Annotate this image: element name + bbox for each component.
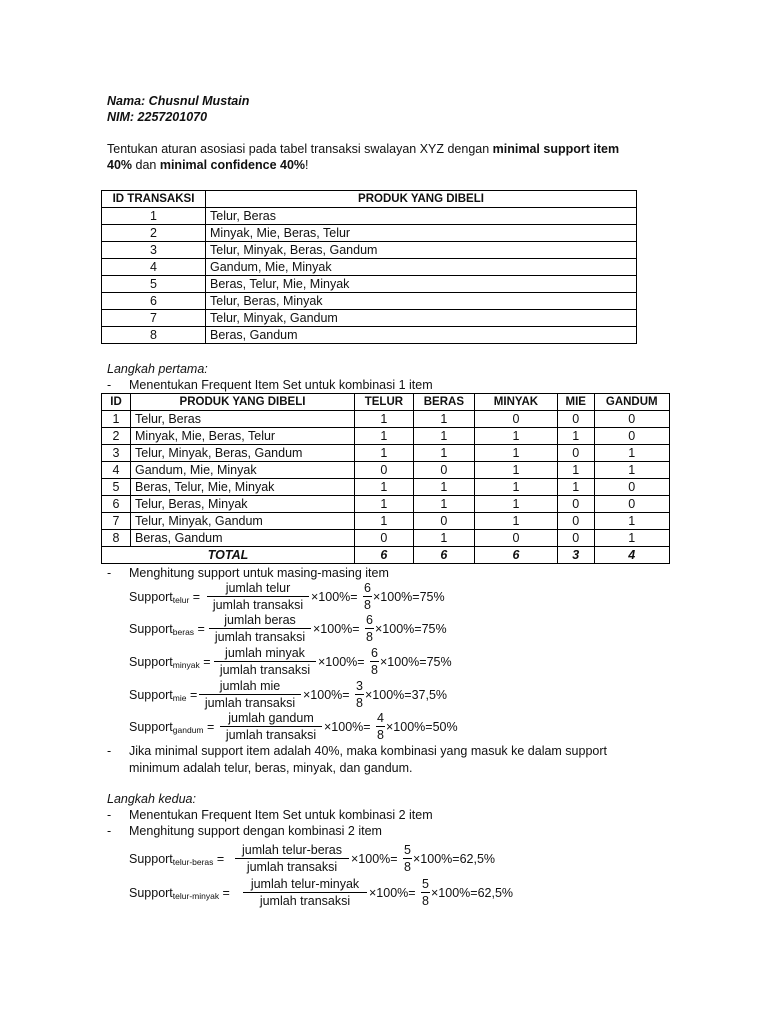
table-row [102,428,670,445]
formula-fraction: jumlah gandum jumlah transaksi [220,711,322,743]
table-header-row [102,394,670,411]
column-header: MIE [557,394,594,411]
products-cell: Minyak, Mie, Beras, Telur [131,428,355,445]
products-cell: Beras, Gandum [131,530,355,547]
item-matrix-table [101,393,670,564]
formula-lhs: Support$_{mie}$ = [129,688,198,703]
transaction-table [101,190,637,344]
value-fraction: $\frac{6}{8}$ [366,613,373,644]
item-flag-cell: 1 [355,513,414,530]
table-row [102,310,637,327]
task-statement-line1: Tentukan aturan asosiasi pada tabel transaksi swalayan XYZ dengan minimal support item [107,142,620,156]
formula-lhs: Support$_{telur-minyak}$ = [129,886,230,901]
value-fraction: $\frac{5}{8}$ [404,843,411,874]
column-header: ID TRANSAKSI [102,191,206,208]
table-row [102,530,670,547]
transaction-id-cell: 3 [102,242,206,259]
item-flag-cell: 1 [557,428,594,445]
value-fraction: $\frac{6}{8}$ [364,581,371,612]
item-flag-cell: 1 [594,462,669,479]
item-flag-cell: 1 [474,479,557,496]
item-flag-cell: 0 [413,513,474,530]
item-flag-cell: 1 [413,411,474,428]
table-row [102,496,670,513]
item-flag-cell: 1 [413,479,474,496]
products-cell: Gandum, Mie, Minyak [131,462,355,479]
item-flag-cell: 1 [474,513,557,530]
column-header: PRODUK YANG DIBELI [206,191,637,208]
id-cell: 4 [102,462,131,479]
id-cell: 2 [102,428,131,445]
item-flag-cell: 0 [594,411,669,428]
transaction-id-cell: 7 [102,310,206,327]
table-row [102,462,670,479]
item-flag-cell: 1 [355,428,414,445]
item-flag-cell: 0 [594,496,669,513]
item-flag-cell: 1 [594,445,669,462]
formula-lhs: Support$_{gandum}$ = [129,720,215,735]
column-header: GANDUM [594,394,669,411]
products-cell: Telur, Beras [131,411,355,428]
table-row [102,479,670,496]
step1-title: Langkah pertama: [107,362,208,376]
id-cell: 6 [102,496,131,513]
item-flag-cell: 0 [557,513,594,530]
id-cell: 3 [102,445,131,462]
total-cell: 6 [474,547,557,564]
item-flag-cell: 1 [557,479,594,496]
item-flag-cell: 1 [413,496,474,513]
products-cell: Beras, Telur, Mie, Minyak [131,479,355,496]
item-flag-cell: 1 [355,479,414,496]
formula-lhs: Support$_{minyak}$ = [129,655,211,670]
student-name: Nama: Chusnul Mustain [107,94,250,108]
table-row [102,445,670,462]
item-flag-cell: 1 [355,496,414,513]
item-flag-cell: 1 [413,428,474,445]
formula-fraction: jumlah mie jumlah transaksi [199,679,301,711]
transaction-id-cell: 5 [102,276,206,293]
item-flag-cell: 1 [355,411,414,428]
transaction-id-cell: 2 [102,225,206,242]
id-cell: 7 [102,513,131,530]
products-cell: Telur, Minyak, Beras, Gandum [131,445,355,462]
item-flag-cell: 1 [413,530,474,547]
products-cell: Gandum, Mie, Minyak [206,259,637,276]
table-row [102,276,637,293]
total-row [102,547,670,564]
formula-fraction: jumlah telur-minyak jumlah transaksi [243,877,367,909]
formula-lhs: Support$_{telur-beras}$ = [129,852,225,867]
item-flag-cell: 0 [594,428,669,445]
item-flag-cell: 0 [557,445,594,462]
item-flag-cell: 1 [355,445,414,462]
table-row [102,242,637,259]
products-cell: Telur, Beras, Minyak [131,496,355,513]
products-cell: Telur, Minyak, Gandum [131,513,355,530]
task-statement-line2: 40% dan minimal confidence 40%! [107,158,309,172]
products-cell: Telur, Beras [206,208,637,225]
column-header: PRODUK YANG DIBELI [131,394,355,411]
item-flag-cell: 1 [474,496,557,513]
item-flag-cell: 1 [474,428,557,445]
item-flag-cell: 0 [557,411,594,428]
item-flag-cell: 1 [594,513,669,530]
item-flag-cell: 0 [557,530,594,547]
total-cell: 6 [413,547,474,564]
products-cell: Minyak, Mie, Beras, Telur [206,225,637,242]
item-flag-cell: 1 [413,445,474,462]
value-fraction: $\frac{5}{8}$ [422,877,429,908]
formula-lhs: Support$_{beras}$ = [129,622,205,637]
products-cell: Telur, Minyak, Gandum [206,310,637,327]
formula-lhs: Support$_{telur}$ = [129,590,201,605]
column-header: MINYAK [474,394,557,411]
id-cell: 8 [102,530,131,547]
item-flag-cell: 1 [557,462,594,479]
value-fraction: $\frac{3}{8}$ [356,679,363,710]
item-flag-cell: 0 [355,462,414,479]
table-row [102,259,637,276]
formula-fraction: jumlah telur jumlah transaksi [207,581,309,613]
products-cell: Beras, Gandum [206,327,637,344]
item-flag-cell: 0 [413,462,474,479]
total-label: TOTAL [102,547,355,564]
transaction-id-cell: 1 [102,208,206,225]
transaction-id-cell: 4 [102,259,206,276]
formula-fraction: jumlah telur-beras jumlah transaksi [235,843,349,875]
column-header: ID [102,394,131,411]
table-row [102,225,637,242]
item-flag-cell: 0 [474,530,557,547]
step2-title: Langkah kedua: [107,792,196,806]
value-fraction: $\frac{6}{8}$ [371,646,378,677]
table-header-row [102,191,637,208]
total-cell: 6 [355,547,414,564]
item-flag-cell: 1 [594,530,669,547]
document-page: Nama: Chusnul Mustain NIM: 2257201070 Tentukan aturan asosiasi pada tabel transaksi swalayan XYZ dengan minimal support item 40% dan minimal confidence 40%! ID TRANSAKSI PRODUK YANG DIBELI 1 Telur, Beras 2 Minyak, Mie, Beras, Telur 3 Telur, Minyak, Beras, Gandum 4 Gandum, Mie, Minyak 5 Beras, Telur, Mie, Minyak 6 Telur, Beras, Minyak 7 Telur, Minyak, Gandum 8 Beras, Gandum Langkah pertama: - Menentukan Frequent Item Set untuk kombinasi 1 item ID PRODUK YANG DIBELI TELUR BERAS MINYAK MIE GANDUM 1 Telur, Beras 1 1 0 0 0 2 Minyak, Mie, Beras, Telur 1 1 1 1 0 3 Telur, Minyak, Beras, Gandum 1 1 1 0 1 4 Gandum, Mie, Minyak 0 0 1 1 1 5 Beras, Telur, Mie, Minyak 1 1 1 1 0 6 Telur, Beras, Minyak 1 1 1 0 0 7 Telur, Minyak, Gandum 1 0 1 0 1 8 Beras, Gandum 0 1 0 0 1 TOTAL 6 6 6 3 4 - Menghitung support untuk masing-masing item Support$_{telur}$ = jumlah telur jumlah transaksi ×100%= $\frac{6}{8}$ ×100%=75% Support$_{beras}$ = jumlah beras jumlah transaksi ×100%= $\frac{6}{8}$ ×100%=75% Support$_{minyak}$ = jumlah minyak jumlah transaksi ×100%= $\frac{6}{8}$ ×100%=75% Support$_{mie}$ = jumlah mie jumlah transaksi ×100%= $\frac{3}{8}$ ×100%=37,5% Support$_{gandum}$ = jumlah gandum jumlah transaksi ×100%= $\frac{4}{8}$ ×100%=50% - Jika minimal support item adalah 40%, maka kombinasi yang masuk ke dalam support minimum adalah telur, beras, minyak, dan gandum. Langkah kedua: - Menentukan Frequent Item Set untuk kombinasi 2 item - Menghitung support dengan kombinasi 2 item Support$_{telur-beras}$ = jumlah telur-beras jumlah transaksi ×100%= $\frac{5}{8}$ ×100%=62,5% Support$_{telur-minyak}$ = jumlah telur-minyak jumlah transaksi ×100%= $\frac{5}{8}$ ×100%=62,5% [0,0,768,1024]
products-cell: Beras, Telur, Mie, Minyak [206,276,637,293]
total-cell: 4 [594,547,669,564]
item-flag-cell: 0 [355,530,414,547]
table-row [102,208,637,225]
products-cell: Telur, Minyak, Beras, Gandum [206,242,637,259]
step1-bullet3-cont: minimum adalah telur, beras, minyak, dan gandum. [129,761,413,775]
item-flag-cell: 0 [594,479,669,496]
student-nim: NIM: 2257201070 [107,110,208,124]
total-cell: 3 [557,547,594,564]
item-flag-cell: 1 [474,462,557,479]
formula-fraction: jumlah minyak jumlah transaksi [214,646,316,678]
table-row [102,327,637,344]
table-row [102,411,670,428]
id-cell: 5 [102,479,131,496]
products-cell: Telur, Beras, Minyak [206,293,637,310]
value-fraction: $\frac{4}{8}$ [377,711,384,742]
transaction-id-cell: 6 [102,293,206,310]
table-row [102,513,670,530]
item-flag-cell: 1 [474,445,557,462]
item-flag-cell: 0 [557,496,594,513]
id-cell: 1 [102,411,131,428]
formula-fraction: jumlah beras jumlah transaksi [209,613,311,645]
column-header: TELUR [355,394,414,411]
transaction-id-cell: 8 [102,327,206,344]
column-header: BERAS [413,394,474,411]
item-flag-cell: 0 [474,411,557,428]
table-row [102,293,637,310]
